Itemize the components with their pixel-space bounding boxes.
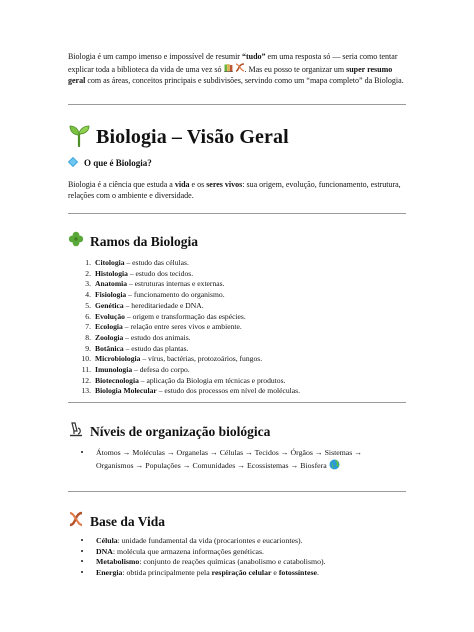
divider [68,402,406,403]
section-heading-base [68,511,165,532]
intro-paragraph [68,52,406,86]
what-text-2: e os [189,180,207,189]
niveis-list [68,448,396,471]
dna-icon [68,511,84,532]
section-heading-what [68,157,152,169]
niveis-text: Átomos → Moléculas → Organelas → Células → Tecidos → Órgãos → Sistemas → Organismos → Populações → Comunidades → Ecossistemas → Biosfera [96,448,363,470]
intro-tudo: “tudo” [241,52,266,61]
list-item: 4. Fisiologia – funcionamento do organismo. [85,290,225,300]
clover-icon [68,231,84,252]
microscope-icon [68,421,84,442]
seedling-icon [68,123,90,152]
list-item: 2. Histologia – estudo dos tecidos. [85,268,194,278]
list-item: 8. Zoologia – estudo dos animais. [85,332,191,342]
list-item: 10. Microbiologia – vírus, bactérias, protozoários, fungos. [81,354,263,364]
list-item [68,448,396,471]
dna-icon [235,63,245,76]
section-heading-niveis [68,421,270,442]
globe-icon [329,459,340,472]
list-item: 3. Anatomia – estruturas internas e externas. [85,279,225,289]
page-title [68,124,289,150]
section-heading-niveis-text: Níveis de organização biológica [90,423,271,439]
intro-super: super resumo geral [68,64,393,85]
list-item: • Célula: unidade fundamental da vida (procariontes e eucariontes). [80,536,303,545]
books-icon [224,63,233,76]
intro-text-4: com as áreas, conceitos principais e subdivisões, servindo como um “mapa completo” da Biologia. [85,75,404,85]
section-heading-base-text: Base da Vida [90,513,166,529]
list-item: • Energia: obtida principalmente pela respiração celular e fotossíntese. [80,567,319,577]
section-heading-ramos-text: Ramos da Biologia [90,233,199,249]
what-text-3: : sua origem, evolução, funcionamento, estrutura, relações com o ambiente e diversidade. [68,180,401,200]
blue-diamond-icon [68,157,78,169]
list-item: • DNA: molécula que armazena informações genéticas. [80,546,265,556]
page-title-text: Biologia – Visão Geral [96,125,289,148]
list-item: 7. Ecologia – relação entre seres vivos e ambiente. [85,322,242,332]
intro-text-2: em uma resposta só — seria como tentar explicar toda a biblioteca da vida de uma vez só [68,52,398,74]
divider [68,213,406,214]
base-list [68,536,396,578]
divider [68,104,406,105]
section-heading-ramos [68,231,198,252]
list-item: 11. Imunologia – defesa do corpo. [81,365,190,375]
list-item: 13. Biologia Molecular – estudo dos processos em nível de moléculas. [81,386,300,396]
list-item: 1. Citologia – estudo das células. [85,258,189,267]
section-heading-what-text: O que é Biologia? [84,158,152,168]
list-item: 9. Botânica – estudo das plantas. [85,343,189,353]
bullet: • [80,448,84,457]
list-item: 5. Genética – hereditariedade e DNA. [85,300,204,310]
list-item: 12. Biotecnologia – aplicação da Biologia em técnicas e produtos. [81,375,286,385]
intro-text-1: Biologia é um campo imenso e impossível de resumir [68,52,242,61]
what-text-1: Biologia é a ciência que estuda a [68,180,175,189]
what-vida: vida [174,180,190,189]
list-item: 6. Evolução – origem e transformação das espécies. [85,311,246,321]
intro-text-3: . Mas eu posso te organizar um [244,64,347,74]
list-item: • Metabolismo: conjunto de reações químicas (anabolismo e catabolismo). [80,557,326,567]
what-seres: seres vivos [206,180,243,189]
ramos-list [68,258,300,397]
divider [68,491,406,492]
what-paragraph [68,180,406,202]
